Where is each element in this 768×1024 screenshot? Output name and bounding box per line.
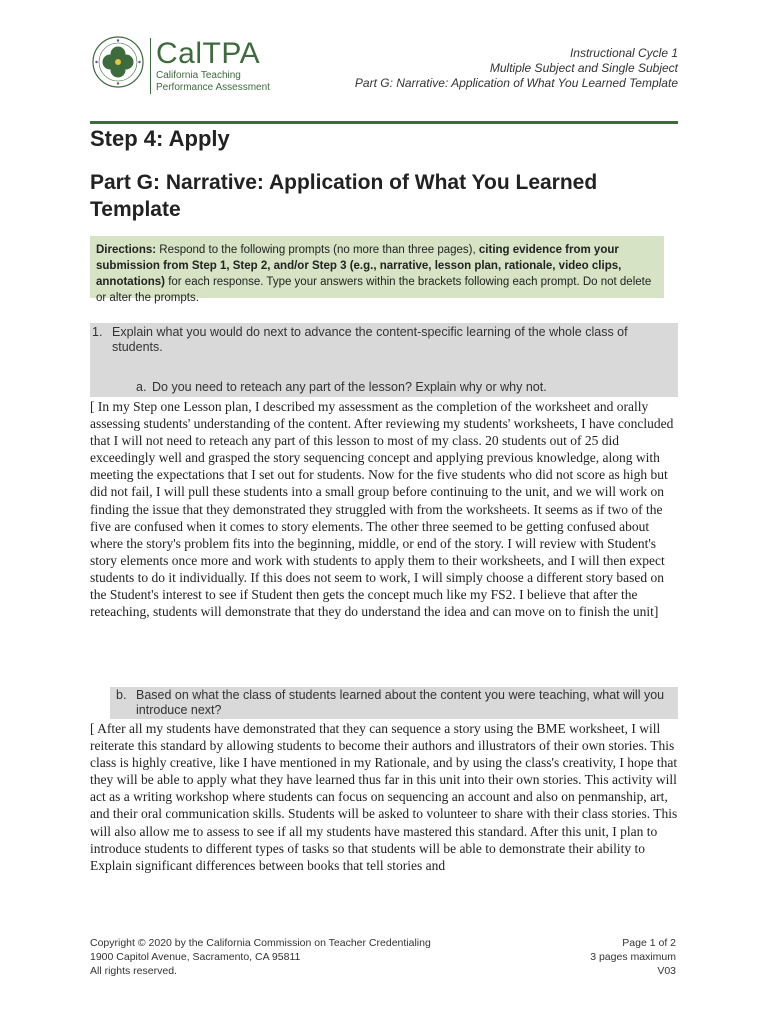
version-label: V03 bbox=[657, 965, 676, 977]
logo-subtitle-line-2: Performance Assessment bbox=[156, 82, 270, 93]
header-rule bbox=[90, 121, 678, 124]
directions-text-2: for each response. Type your answers within the brackets following each prompt. Do not delete or alter the prompts. bbox=[96, 276, 652, 304]
clover-logo-icon bbox=[92, 36, 144, 88]
header-part: Part G: Narrative: Application of What You Learned Template bbox=[354, 76, 678, 90]
footer-address: 1900 Capitol Avenue, Sacramento, CA 95811 bbox=[90, 951, 301, 963]
page-header bbox=[90, 34, 678, 102]
prompt-1b-text: Based on what the class of students learned about the content you were teaching, what will you introduce next? bbox=[136, 688, 665, 717]
prompt-1a-text: Do you need to reteach any part of the lesson? Explain why or why not. bbox=[152, 380, 547, 394]
page-limit: 3 pages maximum bbox=[590, 951, 676, 963]
prompt-1b bbox=[110, 687, 678, 719]
directions-box bbox=[90, 236, 664, 304]
directions-text-1: Respond to the following prompts (no more than three pages), bbox=[156, 244, 479, 256]
footer-rights: All rights reserved. bbox=[90, 965, 177, 977]
prompt-1 bbox=[90, 323, 678, 397]
prompt-1a-label: a. bbox=[136, 380, 147, 394]
prompt-1-text: Explain what you would do next to advance the content-specific learning of the whole class of students. bbox=[112, 325, 628, 354]
footer-copyright: Copyright © 2020 by the California Commission on Teacher Credentialing bbox=[90, 937, 431, 949]
caltpa-logo bbox=[90, 34, 290, 102]
prompt-1-number: 1. bbox=[92, 325, 103, 339]
header-info bbox=[355, 46, 678, 91]
logo-subtitle-line-1: California Teaching bbox=[156, 70, 241, 81]
part-title: Part G: Narrative: Application of What You Learned Template bbox=[90, 171, 598, 221]
logo-name: CalTPA bbox=[156, 37, 261, 70]
step-title: Step 4: Apply bbox=[90, 126, 230, 151]
page-number: Page 1 of 2 bbox=[622, 937, 676, 949]
footer-left bbox=[90, 936, 431, 978]
directions-label: Directions: bbox=[96, 244, 157, 256]
answer-1b[interactable]: [ After all my students have demonstrated that they can sequence a story using the BME worksheet, I will reiterate this standard by allowing students to become their authors and illustrators of their own stories. This class is highly creative, like I have mentioned in my Rationale, and by using the class's creativity, I hope that they will be able to apply what they have learned thus far in this unit into their own stories. This activity will act as a writing workshop where students can focus on sequencing an account and also on penmanship, art, and their oral communication skills. Students will be asked to volunteer to share with their class stories. This will also allow me to assess to see if all my students have mastered this standard. After this unit, I plan to introduce students to different types of tasks so that students will be able to demonstrate their ability to Explain significant differences between books that tell stories and bbox=[90, 721, 678, 873]
header-cycle: Instructional Cycle 1 bbox=[569, 46, 678, 60]
header-subject: Multiple Subject and Single Subject bbox=[489, 61, 678, 75]
logo-divider bbox=[150, 38, 151, 94]
prompt-1b-label: b. bbox=[116, 688, 127, 702]
footer-right bbox=[590, 936, 676, 978]
directions-evidence: citing evidence from your submission from Step 1, Step 2, and/or Step 3 (e.g., narrative, lesson plan, rationale, video clips, annotations) bbox=[96, 244, 622, 288]
answer-1a[interactable]: [ In my Step one Lesson plan, I described my assessment as the completion of the worksheet and orally assessing students' understanding of the content. After reviewing my students' worksheets, I have concluded that I will not need to reteach any part of this lesson to most of my class. 20 students out of 25 did exceedingly well and grasped the story sequencing concept and applying previous knowledge, along with meeting the expectations that I set out for students. Now for the five students who did not score as high but did not fail, I will pull these students into a small group before continuing to the unit, and we will work on finding the issue that they demonstrated they struggled with from the worksheets. It seems as if two of the five are confused when it comes to story elements. The other three seemed to be getting confused about where the story's problem fits into the beginning, middle, or end of the story. I will review with Student's story elements once more and work with students to apply them to their worksheets, and I will then expect students to do it individually. If this does not seem to work, I will simply choose a different story based on the Student's interest to see if Student then gets the concept much like my FS2. I believe that after the reteaching, students will demonstrate that they do understand the idea and can move on to finish the unit] bbox=[90, 399, 674, 620]
logo-subtitle bbox=[156, 70, 270, 94]
